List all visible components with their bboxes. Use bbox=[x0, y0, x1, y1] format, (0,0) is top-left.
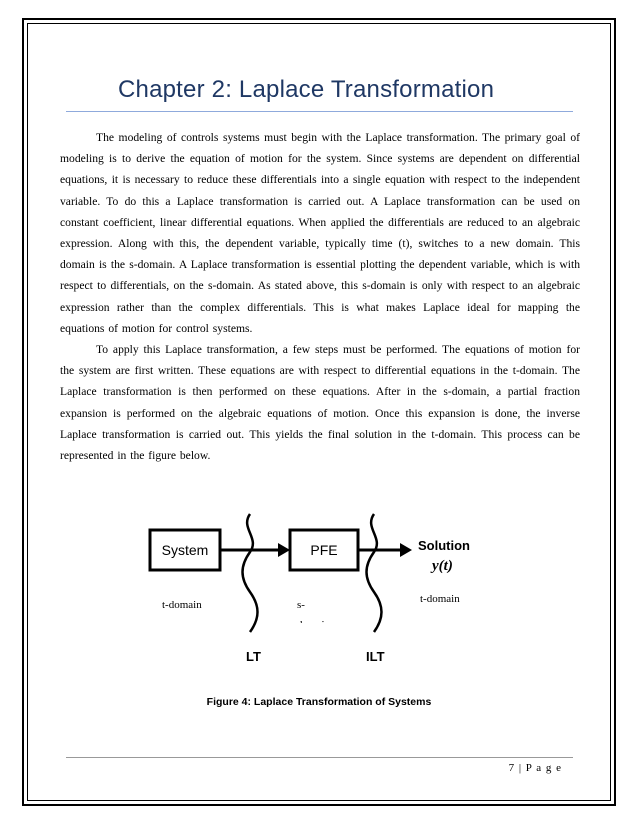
solution-math: y(t) bbox=[432, 558, 453, 574]
lt-wavy-line bbox=[243, 514, 258, 632]
domain-left-label: t-domain bbox=[162, 599, 202, 611]
page-footer bbox=[509, 762, 562, 774]
paragraph-2 bbox=[60, 339, 580, 466]
figure-caption: Figure 4: Laplace Transformation of Systems bbox=[206, 696, 432, 708]
page-number: 7 bbox=[508, 762, 516, 774]
footer-separator: | bbox=[515, 762, 526, 774]
system-box-label: System bbox=[161, 542, 209, 558]
footer-rule bbox=[66, 757, 573, 758]
domain-clip-mask bbox=[290, 623, 350, 635]
ilt-wavy-line bbox=[367, 514, 382, 632]
title-underline bbox=[66, 111, 573, 112]
domain-middle-label-1: s- bbox=[297, 599, 305, 611]
ilt-label: ILT bbox=[366, 649, 385, 664]
lt-label: LT bbox=[246, 649, 261, 664]
solution-label: Solution bbox=[418, 538, 470, 553]
page-word: P a g e bbox=[525, 762, 562, 774]
chapter-title: Chapter 2: Laplace Transformation bbox=[118, 76, 495, 103]
arrow-pfe-to-solution-head bbox=[400, 543, 412, 557]
domain-right-label: t-domain bbox=[420, 593, 460, 605]
paragraph-1-text: The modeling of controls systems must begin with the Laplace transformation. The primary goal of modeling is to derive the equation of motion for the system. Since systems are dependent on differential equations, it is necessary to reduce these differentials into a single equation with respect to the independent variable. To do this a Laplace transformation is carried out. A Laplace transformation can be used on constant coefficient, linear differential equations. When applied the differentials are reduced to an algebraic expression. Along with this, the dependent variable, typically time (t), switches to a new domain. This domain is the s-domain. A Laplace transformation is essential plotting the dependent variable, which is with respect to differentials, on the s-domain. As stated above, this s-domain is only with respect to an algebraic expression rather than the complex differentials. This is what makes Laplace ideal for mapping the equations of motion for control systems. bbox=[60, 131, 580, 335]
laplace-process-figure bbox=[140, 508, 496, 668]
paragraph-2-text: To apply this Laplace transformation, a few steps must be performed. The equations of motion for the system are first written. These equations are with respect to differential equations in the t-domain. The Laplace transformation is then performed on these equations. After in the s-domain, a partial fraction expansion is performed on the algebraic equations of motion. Once this expansion is done, the inverse Laplace transformation is carried out. This yields the final solution in the t-domain. This process can be represented in the figure below. bbox=[60, 343, 580, 463]
pfe-box-label: PFE bbox=[310, 542, 338, 558]
paragraph-1 bbox=[60, 127, 580, 339]
arrow-system-to-pfe-head bbox=[278, 543, 290, 557]
